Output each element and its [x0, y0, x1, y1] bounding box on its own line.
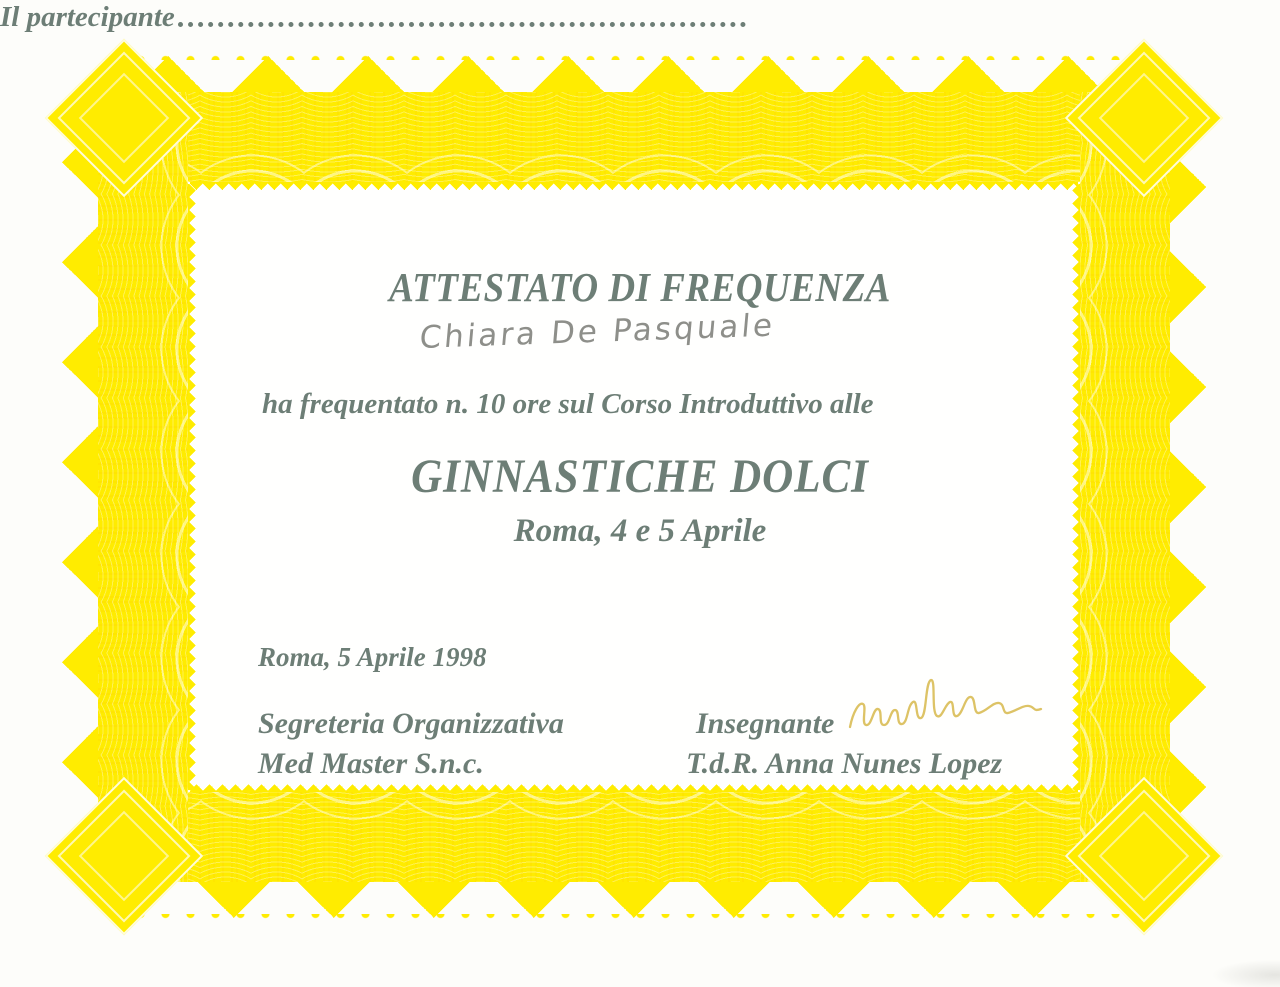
- border-beads-bottom: [128, 914, 1140, 924]
- participant-label: Il partecipante: [0, 1, 175, 33]
- secretary-block: [258, 704, 564, 784]
- course-hours-line: ha frequentato n. 10 ore sul Corso Introduttivo alle: [262, 388, 874, 420]
- issue-place-date: Roma, 5 Aprile 1998: [258, 642, 487, 672]
- teacher-name: T.d.R. Anna Nunes Lopez: [686, 747, 1003, 780]
- secretary-name: Med Master S.n.c.: [258, 747, 484, 780]
- secretary-role: Segreteria Organizzativa: [258, 707, 564, 740]
- course-dates: Roma, 4 e 5 Aprile: [513, 513, 767, 549]
- participant-line: [0, 0, 746, 34]
- inner-sawtooth-top: [190, 182, 1078, 190]
- border-scallops-right: [1170, 112, 1206, 862]
- teacher-signature-scribble: [845, 672, 1050, 744]
- dotted-fill-line: [178, 22, 746, 27]
- border-band-top: [98, 92, 1170, 182]
- border-scallops-left: [62, 112, 98, 862]
- border-band-right: [1080, 92, 1170, 882]
- course-title: GINNASTICHE DOLCI: [411, 451, 869, 503]
- border-band-bottom: [98, 792, 1170, 882]
- border-scallops-bottom: [118, 882, 1150, 918]
- border-scallops-top: [118, 56, 1150, 92]
- border-beads-top: [128, 50, 1140, 60]
- teacher-role-label: Insegnante: [696, 707, 835, 740]
- inner-sawtooth-bottom: [190, 784, 1078, 792]
- border-band-left: [98, 92, 188, 882]
- certificate-title: ATTESTATO DI FREQUENZA: [389, 265, 891, 312]
- participant-name-handwritten: Chiara De Pasquale: [418, 307, 777, 356]
